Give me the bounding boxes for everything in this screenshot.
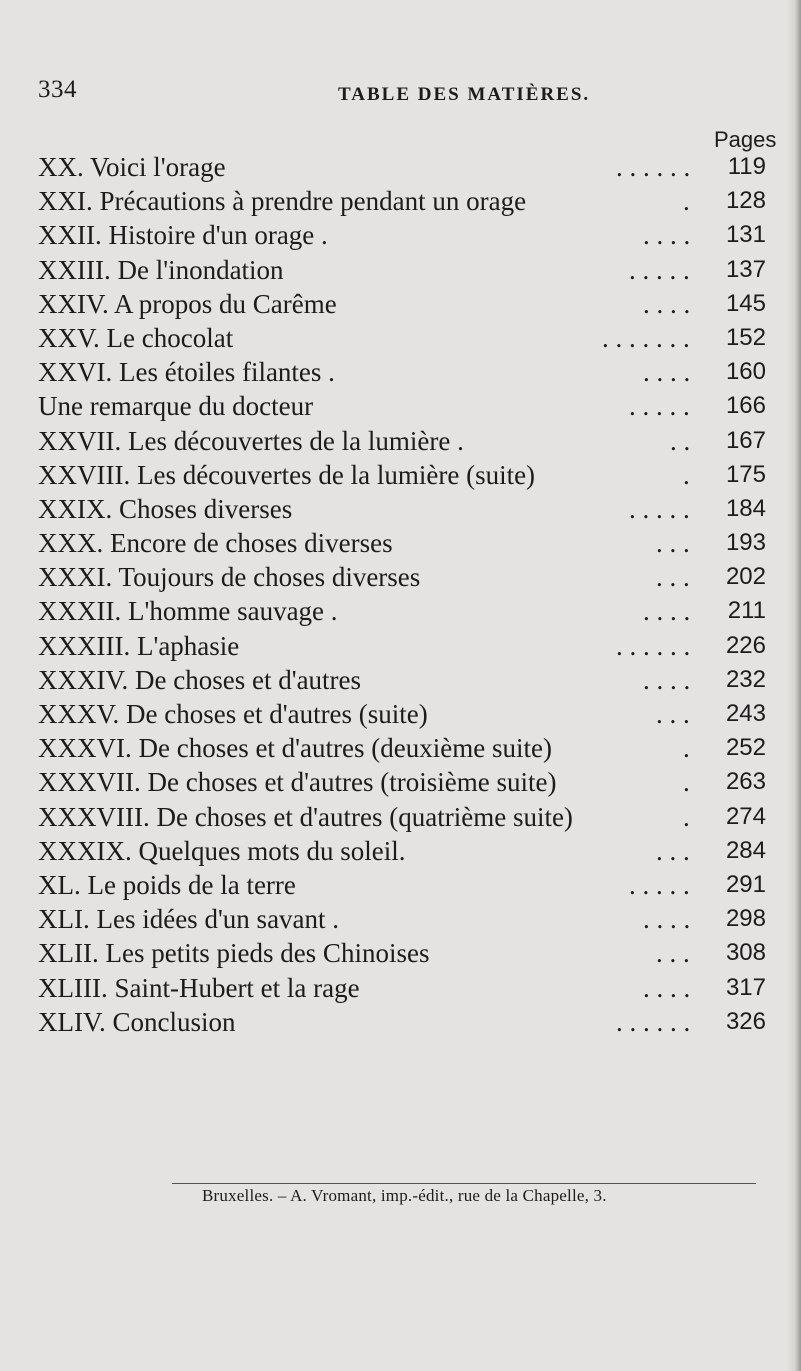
toc-entry: [0, 424, 801, 458]
toc-entry-title: XXIV. A propos du Carême: [38, 288, 337, 319]
toc-entry-leader: . . .: [656, 528, 690, 559]
toc-entry-leader: . . . .: [643, 220, 691, 251]
toc-entry-leader: .: [683, 733, 690, 764]
toc-entry-page: 298: [725, 905, 766, 933]
toc-entry-leader: . . . . . . .: [602, 322, 690, 353]
footer-rule: [172, 1183, 756, 1184]
toc-entry-title: XXIX. Choses diverses: [38, 493, 293, 524]
toc-entry: [0, 800, 801, 834]
toc-entry-title: XLI. Les idées d'un savant .: [38, 904, 340, 935]
toc-entry-title: XXX. Encore de choses diverses: [38, 528, 393, 559]
toc-entry-title: Une remarque du docteur: [38, 391, 314, 422]
toc-entry-page: 243: [725, 700, 766, 727]
toc-entry: [0, 936, 801, 970]
toc-entry-leader: . . . . .: [629, 869, 690, 900]
toc-entry-leader: . . .: [656, 938, 690, 969]
toc-entry: [0, 287, 801, 321]
toc-entry: [0, 594, 801, 628]
toc-entry-title: XXXIV. De choses et d'autres: [38, 664, 362, 695]
toc-entry-title: XXXVII. De choses et d'autres (troisième suite): [38, 767, 557, 798]
toc-entry-title: XL. Le poids de la terre: [38, 869, 296, 900]
table-of-contents: [0, 150, 801, 1039]
toc-entry: [0, 560, 801, 594]
page-header: [0, 76, 801, 110]
toc-entry-page: 160: [725, 358, 766, 386]
toc-entry-title: XXXIX. Quelques mots du soleil.: [38, 835, 406, 866]
toc-entry-page: 152: [725, 323, 766, 351]
toc-entry-page: 232: [725, 665, 766, 693]
toc-entry-leader: . . . .: [643, 357, 691, 388]
toc-entry-leader: . . . .: [643, 972, 691, 1003]
toc-entry: [0, 458, 801, 492]
toc-entry-page: 145: [725, 289, 766, 317]
toc-entry: [0, 150, 801, 184]
pages-column-label: Pages: [714, 127, 777, 152]
toc-entry-page: 128: [725, 187, 766, 215]
toc-entry-page: 326: [725, 1007, 766, 1035]
toc-entry-leader: .: [683, 801, 690, 832]
toc-entry-page: 274: [725, 802, 766, 830]
toc-entry-title: XXXV. De choses et d'autres (suite): [38, 699, 428, 729]
toc-entry-leader: . . .: [656, 562, 690, 593]
toc-entry-title: XXXII. L'homme sauvage .: [38, 596, 338, 627]
toc-entry-leader: . . . .: [643, 288, 691, 319]
toc-entry: [0, 731, 801, 765]
toc-entry-leader: .: [683, 186, 690, 217]
toc-entry-title: XXXIII. L'aphasie: [38, 630, 240, 661]
toc-entry-leader: . . . . .: [629, 391, 690, 422]
toc-entry-title: XXIII. De l'inondation: [38, 254, 284, 285]
toc-entry-leader: . . . . .: [629, 493, 690, 524]
toc-entry: [0, 492, 801, 526]
toc-entry-leader: . . .: [656, 835, 690, 866]
printer-imprint: Bruxelles. – A. Vromant, imp.-édit., rue de la Chapelle, 3.: [202, 1186, 607, 1205]
toc-entry: [0, 1005, 801, 1039]
toc-entry-leader: .: [683, 459, 690, 490]
toc-entry-title: XXII. Histoire d'un orage .: [38, 220, 328, 251]
toc-entry: [0, 218, 801, 252]
toc-entry-page: 137: [725, 255, 766, 283]
toc-entry-title: XXVI. Les étoiles filantes .: [38, 357, 335, 388]
toc-entry-page: 252: [725, 734, 766, 762]
toc-entry: [0, 834, 801, 868]
toc-entry-title: XXV. Le chocolat: [38, 322, 234, 353]
toc-entry-leader: . . . . . .: [616, 630, 691, 661]
running-title: TABLE DES MATIÈRES.: [338, 84, 591, 105]
toc-entry-title: XX. Voici l'orage: [38, 152, 226, 182]
toc-entry: [0, 868, 801, 902]
toc-entry: [0, 355, 801, 389]
toc-entry-title: XLIII. Saint-Hubert et la rage: [38, 972, 360, 1003]
toc-entry-page: 291: [725, 870, 766, 898]
page-number: 334: [38, 76, 77, 103]
toc-entry-page: 167: [725, 426, 766, 454]
toc-entry-title: XXXVI. De choses et d'autres (deuxième suite): [38, 733, 552, 764]
toc-entry: [0, 321, 801, 355]
toc-entry-page: 184: [725, 494, 766, 522]
toc-entry: [0, 184, 801, 218]
toc-entry: [0, 697, 801, 731]
toc-entry-leader: . .: [670, 425, 691, 456]
toc-entry-leader: . . . . . .: [616, 152, 691, 182]
toc-entry-page: 226: [725, 631, 766, 659]
toc-entry-leader: . . . .: [643, 664, 691, 695]
toc-entry-title: XXVII. Les découvertes de la lumière .: [38, 425, 464, 456]
toc-entry-title: XXXI. Toujours de choses diverses: [38, 562, 421, 593]
toc-entry-page: 166: [725, 392, 766, 420]
toc-entry-leader: . . . .: [643, 596, 691, 627]
toc-entry-page: 284: [725, 836, 766, 864]
toc-entry-page: 119: [727, 153, 766, 180]
toc-entry-page: 263: [725, 768, 766, 796]
toc-entry: [0, 902, 801, 936]
toc-entry-leader: . . .: [656, 699, 690, 729]
toc-entry-page: 193: [725, 529, 766, 557]
toc-entry: [0, 629, 801, 663]
toc-entry-title: XXXVIII. De choses et d'autres (quatrième suite): [38, 801, 573, 832]
toc-entry-page: 211: [727, 597, 766, 625]
toc-entry-leader: . . . . . .: [616, 1006, 691, 1037]
toc-entry-page: 131: [725, 221, 766, 249]
toc-entry: [0, 389, 801, 423]
toc-entry-title: XXI. Précautions à prendre pendant un orage: [38, 186, 527, 217]
toc-entry-title: XLIV. Conclusion: [38, 1006, 236, 1037]
toc-entry: [0, 765, 801, 799]
toc-entry-page: 175: [725, 460, 766, 488]
toc-entry: [0, 253, 801, 287]
toc-entry-leader: . . . . .: [629, 254, 690, 285]
toc-entry-leader: . . . .: [643, 904, 691, 935]
toc-entry-leader: .: [683, 767, 690, 798]
toc-entry-page: 317: [725, 973, 766, 1001]
toc-entry-page: 308: [725, 939, 766, 967]
toc-entry-title: XXVIII. Les découvertes de la lumière (suite): [38, 459, 536, 490]
toc-entry: [0, 526, 801, 560]
toc-entry-title: XLII. Les petits pieds des Chinoises: [38, 938, 430, 969]
toc-entry: [0, 971, 801, 1005]
toc-entry: [0, 663, 801, 697]
toc-entry-page: 202: [725, 563, 766, 591]
